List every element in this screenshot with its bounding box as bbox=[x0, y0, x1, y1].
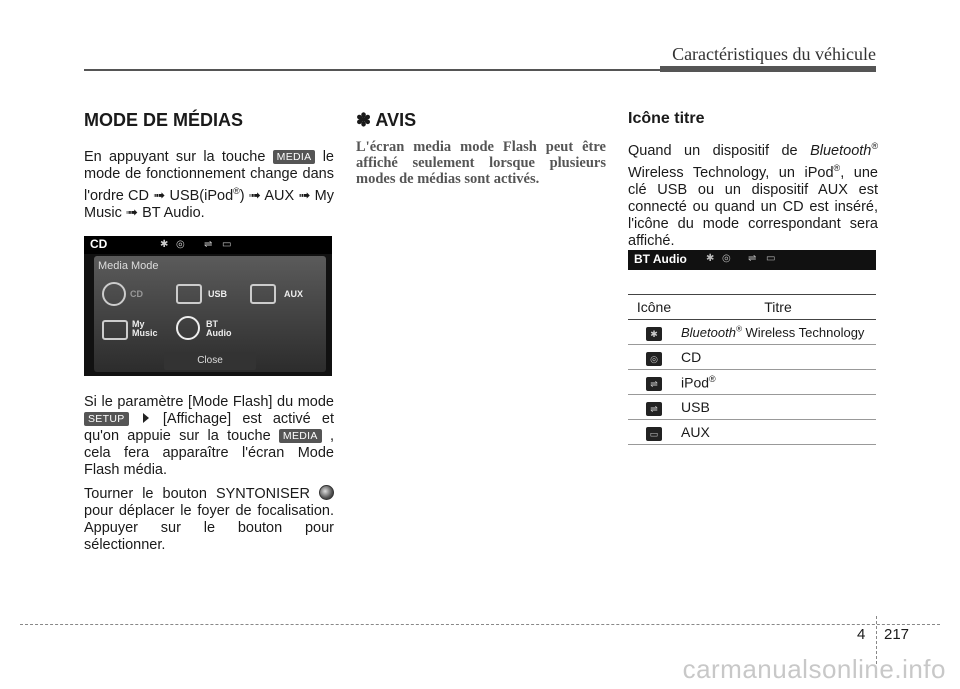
text: USB(iPod bbox=[169, 187, 234, 204]
row-title: iPod bbox=[681, 374, 710, 391]
page-number: 217 bbox=[884, 626, 910, 643]
screen-title: CD bbox=[90, 237, 108, 251]
usb-icon: ⇌ bbox=[748, 253, 757, 264]
item-my-music[interactable]: My Music bbox=[132, 319, 158, 338]
reg-mark: ® bbox=[233, 186, 240, 196]
reg-mark: ® bbox=[735, 324, 742, 334]
text: En appuyant sur la touche bbox=[84, 149, 266, 165]
reg-mark: ® bbox=[833, 162, 841, 173]
text: pour déplacer le foyer de focalisation. Appuyer sur le bouton pour sélectionner. bbox=[84, 503, 334, 553]
reg-mark: ® bbox=[709, 373, 716, 384]
row-title: Bluetooth bbox=[681, 325, 736, 340]
text: My Music bbox=[84, 187, 334, 221]
bluetooth-icon: ✱ bbox=[160, 239, 169, 250]
cd-icon bbox=[102, 282, 126, 306]
disc-icon: ◎ bbox=[722, 253, 731, 264]
folder-icon bbox=[102, 320, 128, 340]
text: [Affichage] est activé et qu'on appuie sur la touche bbox=[84, 411, 335, 444]
aux-icon: ▭ bbox=[646, 427, 662, 441]
text: , cela fera apparaître l'écran Mode Flash média. bbox=[84, 428, 334, 478]
notice-heading: ✽ AVIS bbox=[356, 110, 417, 130]
section-heading: MODE DE MÉDIAS bbox=[84, 110, 244, 130]
aux-icon bbox=[250, 284, 276, 304]
text: , une clé USB ou un dispositif AUX est connecté ou quand un CD est inséré, l'icône du mode correspondant sera affiché. bbox=[628, 164, 878, 249]
row-title: CD bbox=[680, 345, 876, 370]
bluetooth-icon bbox=[176, 316, 200, 340]
usb-icon: ⇌ bbox=[204, 239, 213, 250]
icon-table bbox=[628, 294, 876, 445]
arrow-icon: ➟ bbox=[248, 187, 261, 204]
paragraph-tune-knob bbox=[84, 485, 334, 554]
row-title: USB bbox=[680, 395, 876, 420]
row-title: Wireless Technology bbox=[741, 325, 865, 340]
table-row bbox=[628, 345, 876, 370]
column-title-icon bbox=[628, 110, 878, 250]
item-bt-audio[interactable]: BT Audio bbox=[206, 319, 232, 338]
text: Quand un dispositif de bbox=[628, 142, 798, 159]
arrow-right-icon bbox=[143, 413, 149, 423]
reg-mark: ® bbox=[871, 141, 878, 151]
disc-icon: ◎ bbox=[176, 239, 185, 250]
text: Si le paramètre [Mode Flash] du mode bbox=[84, 394, 334, 410]
aux-icon: ▭ bbox=[222, 239, 232, 250]
bluetooth-term: Bluetooth bbox=[810, 142, 872, 159]
paragraph-media-order bbox=[84, 149, 334, 222]
footer-rule bbox=[20, 624, 940, 625]
table-row bbox=[628, 395, 876, 420]
table-row bbox=[628, 320, 876, 345]
notice-text: L'écran media mode Flash peut être affiché seulement lorsque plusieurs modes de médias sont activés. bbox=[356, 139, 606, 187]
table-row bbox=[628, 370, 876, 395]
arrow-icon: ➟ bbox=[298, 187, 311, 204]
bt-audio-strip bbox=[628, 250, 876, 270]
item-cd[interactable]: CD bbox=[130, 289, 143, 299]
bluetooth-icon: ✱ bbox=[706, 253, 715, 264]
arrow-icon: ➟ bbox=[153, 187, 166, 204]
text: Wireless Technology, un iPod bbox=[628, 164, 834, 181]
arrow-icon: ➟ bbox=[125, 204, 139, 221]
column-media-mode bbox=[84, 110, 334, 222]
tune-knob-icon bbox=[319, 485, 334, 500]
media-button-icon: MEDIA bbox=[279, 429, 322, 443]
row-title: AUX bbox=[680, 420, 876, 445]
table-row bbox=[628, 420, 876, 445]
screen-topbar bbox=[84, 236, 332, 254]
close-button[interactable]: Close bbox=[164, 352, 256, 370]
chapter-number: 4 bbox=[857, 626, 866, 643]
usb-icon: ⇌ bbox=[646, 377, 662, 391]
media-mode-screen bbox=[84, 236, 332, 376]
setup-button-icon: SETUP bbox=[84, 412, 129, 426]
header-bar bbox=[660, 66, 876, 72]
usb-icon: ⇌ bbox=[646, 402, 662, 416]
table-header-row bbox=[628, 295, 876, 320]
text: AUX bbox=[264, 187, 295, 204]
text: Tourner le bouton SYNTONISER bbox=[84, 486, 310, 502]
item-aux[interactable]: AUX bbox=[284, 289, 304, 299]
section-heading: Icône titre bbox=[628, 110, 705, 127]
usb-icon bbox=[176, 284, 202, 304]
bluetooth-icon: ✱ bbox=[646, 327, 662, 341]
strip-title: BT Audio bbox=[634, 252, 687, 266]
menu-title: Media Mode bbox=[98, 260, 159, 272]
aux-icon: ▭ bbox=[766, 253, 776, 264]
text: ) bbox=[239, 187, 245, 204]
col-header-title: Titre bbox=[680, 295, 876, 320]
running-header: Caractéristiques du véhicule bbox=[672, 44, 876, 64]
watermark: carmanualsonline.info bbox=[682, 654, 946, 684]
column-media-mode-2 bbox=[84, 394, 334, 554]
media-button-icon: MEDIA bbox=[273, 150, 316, 164]
text: le mode de fonctionnement change dans l'ordre CD bbox=[84, 149, 334, 204]
item-usb[interactable]: USB bbox=[208, 289, 228, 299]
paragraph-icon-title bbox=[628, 138, 878, 250]
text: BT Audio. bbox=[142, 204, 205, 221]
disc-icon: ◎ bbox=[646, 352, 662, 366]
paragraph-flash-mode bbox=[84, 394, 334, 479]
column-notice bbox=[356, 110, 606, 187]
col-header-icon: Icône bbox=[628, 295, 680, 320]
